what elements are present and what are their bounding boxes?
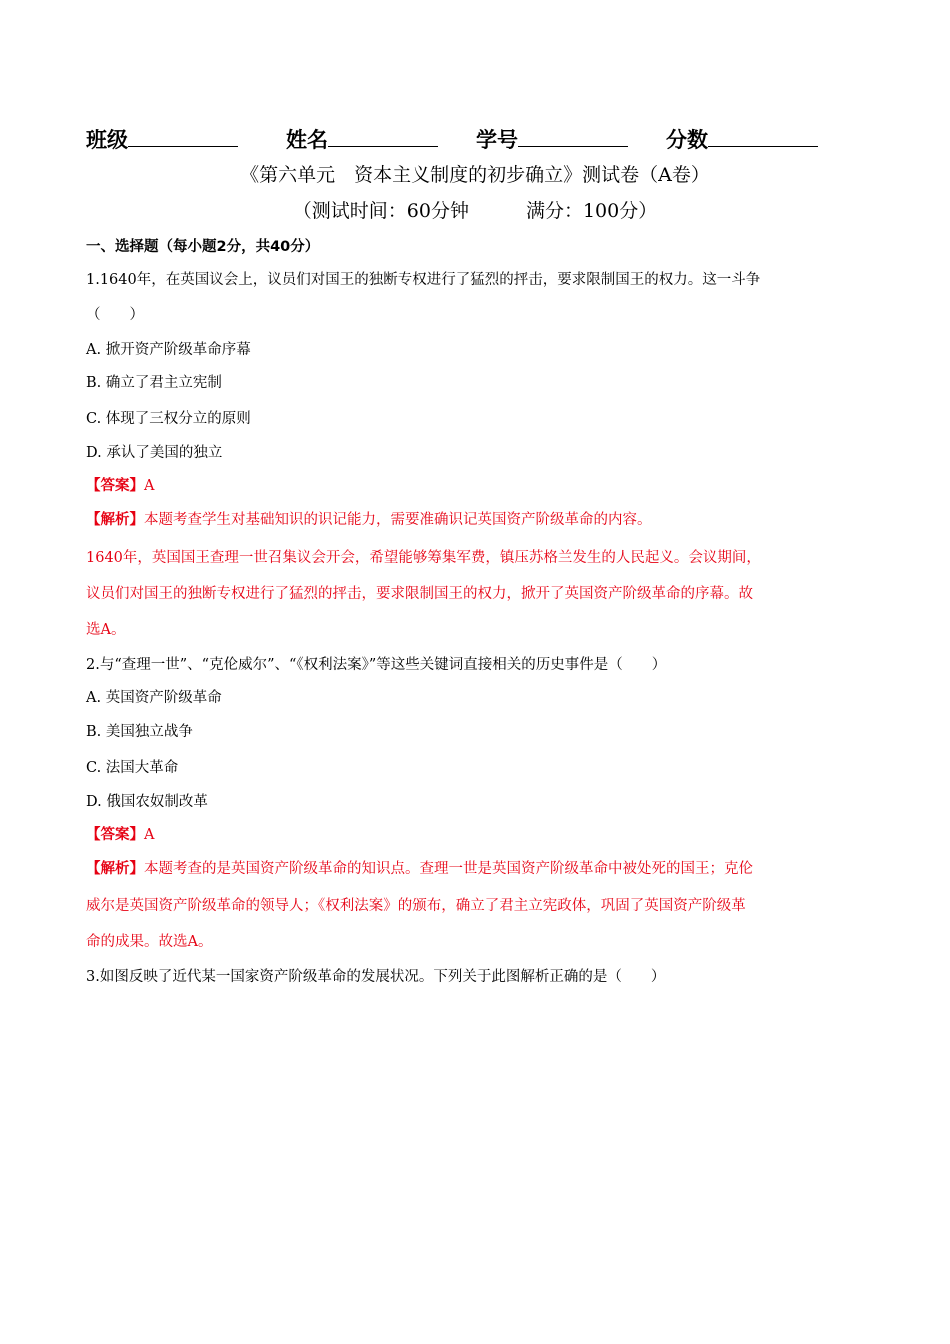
question-1-analysis-line-2: 1640年，英国国王查理一世召集议会开会，希望能够筹集军费，镇压苏格兰发生的人民起义。会议期间， (86, 550, 761, 566)
analysis-text: 本题考查学生对基础知识的识记能力，需要准确识记英国资产阶级革命的内容。 (144, 512, 652, 528)
question-2-analysis-line-1 (86, 859, 753, 879)
score-blank[interactable] (708, 124, 818, 147)
question-2-stem-line-1: 2.与“查理一世”、“克伦威尔”、“《权利法案》”等这些关键词直接相关的历史事件是（ ） (86, 657, 667, 673)
question-2-option-c: C. 法国大革命 (86, 760, 179, 776)
score-label: 分数 (666, 128, 708, 152)
question-2-option-d: D. 俄国农奴制改革 (86, 794, 208, 810)
exam-title: 《第六单元 资本主义制度的初步确立》测试卷（A卷） (240, 164, 710, 186)
student-id-label: 学号 (476, 128, 518, 152)
question-1-option-c: C. 体现了三权分立的原则 (86, 411, 251, 427)
name-field[interactable] (286, 124, 438, 155)
answer-label: 【答案】 (86, 477, 144, 494)
answer-value: A (144, 827, 155, 843)
answer-label: 【答案】 (86, 826, 144, 843)
question-2-answer (86, 825, 154, 845)
class-field[interactable] (86, 124, 238, 155)
question-2-analysis-line-3: 命的成果。故选A。 (86, 934, 213, 950)
name-label: 姓名 (286, 128, 328, 152)
question-1-analysis-line-3: 议员们对国王的独断专权进行了猛烈的抨击，要求限制国王的权力，掀开了英国资产阶级革命的序幕。故 (86, 586, 753, 602)
analysis-text: 本题考查的是英国资产阶级革命的知识点。查理一世是英国资产阶级革命中被处死的国王；克伦 (144, 861, 753, 877)
class-blank[interactable] (128, 124, 238, 147)
question-1-option-d: D. 承认了美国的独立 (86, 445, 223, 461)
question-1-analysis-line-1 (86, 510, 652, 530)
question-1-stem-line-2: （ ） (86, 307, 144, 323)
question-2-option-b: B. 美国独立战争 (86, 724, 193, 740)
question-1-option-b: B. 确立了君主立宪制 (86, 375, 222, 391)
question-1-stem-line-1: 1.1640年，在英国议会上，议员们对国王的独断专权进行了猛烈的抨击，要求限制国王的权力。这一斗争 (86, 272, 761, 288)
analysis-label: 【解析】 (86, 860, 144, 877)
name-blank[interactable] (328, 124, 438, 147)
question-3-stem-line-1: 3.如图反映了近代某一国家资产阶级革命的发展状况。下列关于此图解析正确的是（ ） (86, 969, 666, 985)
exam-subtitle: （测试时间：60分钟 满分：100分） (292, 200, 658, 222)
section-title: 一、选择题（每小题2分，共40分） (86, 239, 320, 255)
answer-value: A (144, 478, 155, 494)
student-id-blank[interactable] (518, 124, 628, 147)
student-id-field[interactable] (476, 124, 628, 155)
question-1-analysis-line-4: 选A。 (86, 622, 126, 638)
analysis-label: 【解析】 (86, 511, 144, 528)
question-2-option-a: A. 英国资产阶级革命 (86, 690, 222, 706)
question-2-analysis-line-2: 威尔是英国资产阶级革命的领导人；《权利法案》的颁布，确立了君主立宪政体，巩固了英国资产阶级革 (86, 898, 746, 914)
student-info-row (86, 124, 846, 154)
score-field[interactable] (666, 124, 818, 155)
question-1-option-a: A. 掀开资产阶级革命序幕 (86, 342, 251, 358)
question-1-answer (86, 476, 154, 496)
class-label: 班级 (86, 128, 128, 152)
